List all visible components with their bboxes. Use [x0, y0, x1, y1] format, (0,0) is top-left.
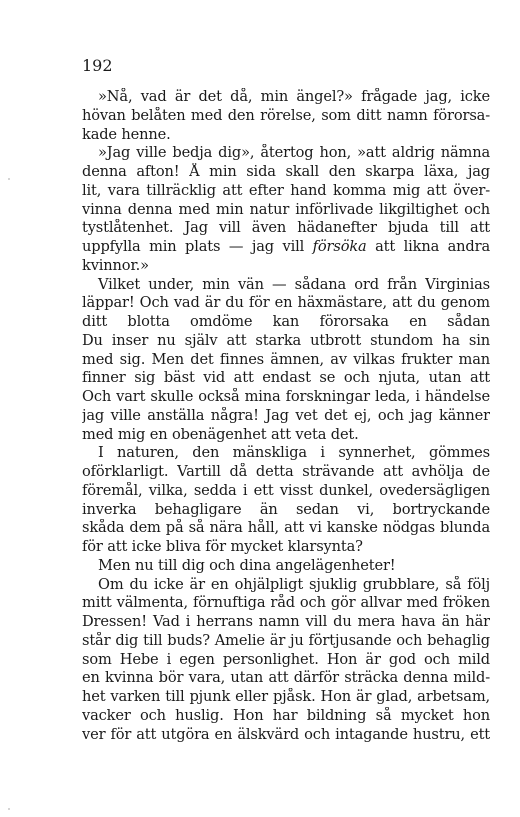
text-line: läppar! Och vad är du för en häxmästare, att du genom [82, 294, 490, 312]
text-line: I naturen, den mänskliga i synnerhet, gömmes [98, 444, 490, 462]
text-line: »Nå, vad är det då, min ängel?» frågade jag, icke [98, 88, 490, 105]
text-line: som Hebe i egen personlighet. Hon är god och mild [82, 650, 490, 668]
text-line: jag ville anställa några! Jag vet det ej, och jag känner [82, 406, 490, 424]
text-line: Du inser nu själv att starka utbrott stundom ha sin [82, 331, 490, 349]
text-segment: uppfylla min plats — jag vill [82, 238, 313, 255]
text-line: vacker och huslig. Hon har bildning så mycket hon [82, 706, 490, 724]
emphasized-word: försöka [312, 238, 367, 255]
text-line: ditt blotta omdöme kan förorsaka en sådan [82, 313, 490, 330]
text-line: mitt välmenta, förnuftiga råd och gör allvar med fröken [82, 594, 490, 612]
text-line: hövan belåten med den rörelse, som ditt namn förorsa- [82, 106, 490, 124]
text-line: denna afton! Å min sida skall den skarpa läxa, jag [82, 163, 490, 180]
text-line: inverka behagligare än sedan vi, bortryckande [82, 500, 490, 518]
text-line: tystlåtenhet. Jag vill även hädanefter bjuda till att [82, 219, 490, 237]
text-line: vinna denna med min natur införlivade likgiltighet och [82, 200, 490, 218]
text-line [82, 238, 490, 257]
text-line: står dig till buds? Amelie är ju förtjusande och behaglig [82, 631, 490, 649]
book-page [82, 56, 490, 744]
text-line: finner sig bäst vid att endast se och njuta, utan att [82, 369, 490, 387]
margin-speck [8, 808, 10, 810]
text-line: Om du icke är en ohjälpligt sjuklig grubblare, så följ [98, 575, 490, 593]
margin-speck [8, 178, 10, 180]
text-line: skåda dem på så nära håll, att vi kanske nödgas blunda [82, 519, 490, 537]
text-line: »Jag ville bedja dig», återtog hon, »att aldrig nämna [98, 144, 490, 162]
text-line: lit, vara tillräcklig att efter hand komma mig att över- [82, 181, 490, 199]
text-line: en kvinna bör vara, utan att därför sträcka denna mild- [82, 669, 490, 687]
text-line: Dressen! Vad i herrans namn vill du mera hava än här [82, 613, 490, 630]
text-line: ver för att utgöra en älskvärd och intagande hustru, ett [82, 725, 490, 743]
text-line: Vilket under, min vän — sådana ord från Virginias [98, 275, 490, 293]
text-line: med sig. Men det finnes ämnen, av vilkas frukter man [82, 350, 490, 368]
text-line: Men nu till dig och dina angelägenheter! [98, 556, 396, 574]
text-line: oförklarligt. Vartill då detta strävande att avhölja de [82, 463, 490, 480]
text-line: föremål, vilka, sedda i ett visst dunkel, ovedersägligen [82, 481, 490, 499]
text-line: het varken till pjunk eller pjåsk. Hon är glad, arbetsam, [82, 688, 490, 705]
text-line: för att icke bliva för mycket klarsynta? [82, 538, 363, 555]
text-line: Och vart skulle också mina forskningar leda, i händelse [82, 388, 490, 405]
page-number: 192 [82, 56, 113, 75]
text-line: med mig en obenägenhet att veta det. [82, 425, 359, 443]
text-segment: att likna andra [366, 238, 490, 255]
text-line: kvinnor.» [82, 256, 149, 274]
body-text [82, 88, 490, 744]
text-line: kade henne. [82, 125, 171, 143]
